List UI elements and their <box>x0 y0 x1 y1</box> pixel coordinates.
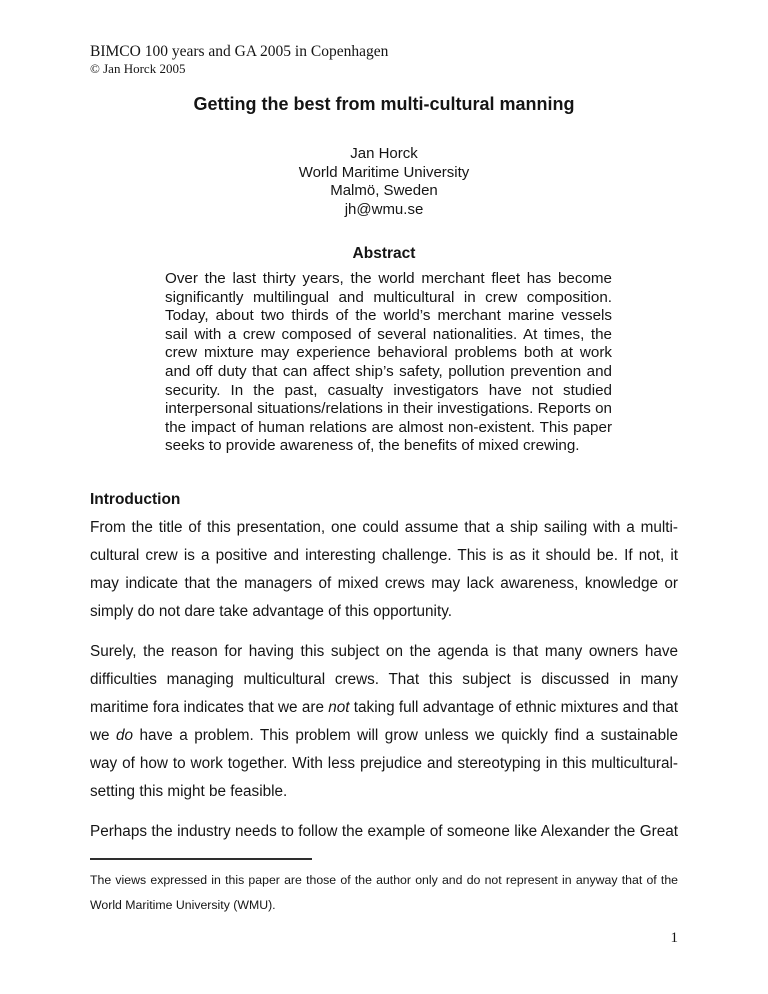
intro-paragraph-2-part2: taking full advantage of ethnic mixtures and that we <box>90 698 678 744</box>
intro-paragraph-2-part3: have a problem. This problem will grow unless we quickly find a sustainable way of how to work together. With less prejudice and stereotyping in this multicultural-setting this might be feasible. <box>90 726 678 800</box>
abstract-text: Over the last thirty years, the world merchant fleet has become significantly multilingual and multicultural in crew composition. Today, about two thirds of the world’s merchant marine vessels sail with a crew composed of several nationalities. At times, the crew mixture may experience behavioral problems both at work and off duty that can affect ship’s safety, pollution prevention and security. In the past, casualty investigators have not studied interpersonal situations/relations in their investigations. Reports on the impact of human relations are almost non-existent. This paper seeks to provide awareness of, the benefits of mixed crewing. <box>165 270 612 455</box>
footnote-separator-rule <box>90 858 312 860</box>
paper-title: Getting the best from multi-cultural manning <box>193 94 575 114</box>
footnote-text: The views expressed in this paper are those of the author only and do not represent in anyway that of the World Maritime University (WMU). <box>90 872 678 912</box>
intro-paragraph-3: Perhaps the industry needs to follow the example of someone like Alexander the Great <box>90 822 678 840</box>
intro-paragraph-2-italic-do: do <box>116 726 134 744</box>
author-email: jh@wmu.se <box>344 200 424 218</box>
introduction-heading: Introduction <box>90 490 181 508</box>
header-event-line: BIMCO 100 years and GA 2005 in Copenhagen <box>90 43 389 60</box>
intro-paragraph-1: From the title of this presentation, one could assume that a ship sailing with a multi-cultural crew is a positive and interesting challenge. This is as it should be. If not, it may indicate that the managers of mixed crews may lack awareness, knowledge or simply do not dare take advantage of this opportunity. <box>90 518 678 620</box>
author-location: Malmö, Sweden <box>330 182 438 199</box>
header-copyright-line: © Jan Horck 2005 <box>90 61 186 76</box>
page-number: 1 <box>670 930 678 946</box>
author-affiliation: World Maritime University <box>298 163 470 181</box>
intro-paragraph-2-part1: Surely, the reason for having this subject on the agenda is that many owners have difficulties managing multicultural crews. That this subject is discussed in many maritime fora indicates that we are <box>90 642 678 716</box>
abstract-heading: Abstract <box>352 245 416 262</box>
author-name: Jan Horck <box>350 145 418 162</box>
author-block <box>90 145 678 219</box>
intro-paragraph-2 <box>90 638 678 806</box>
running-header <box>90 42 678 76</box>
intro-paragraph-2-italic-not: not <box>328 698 350 716</box>
